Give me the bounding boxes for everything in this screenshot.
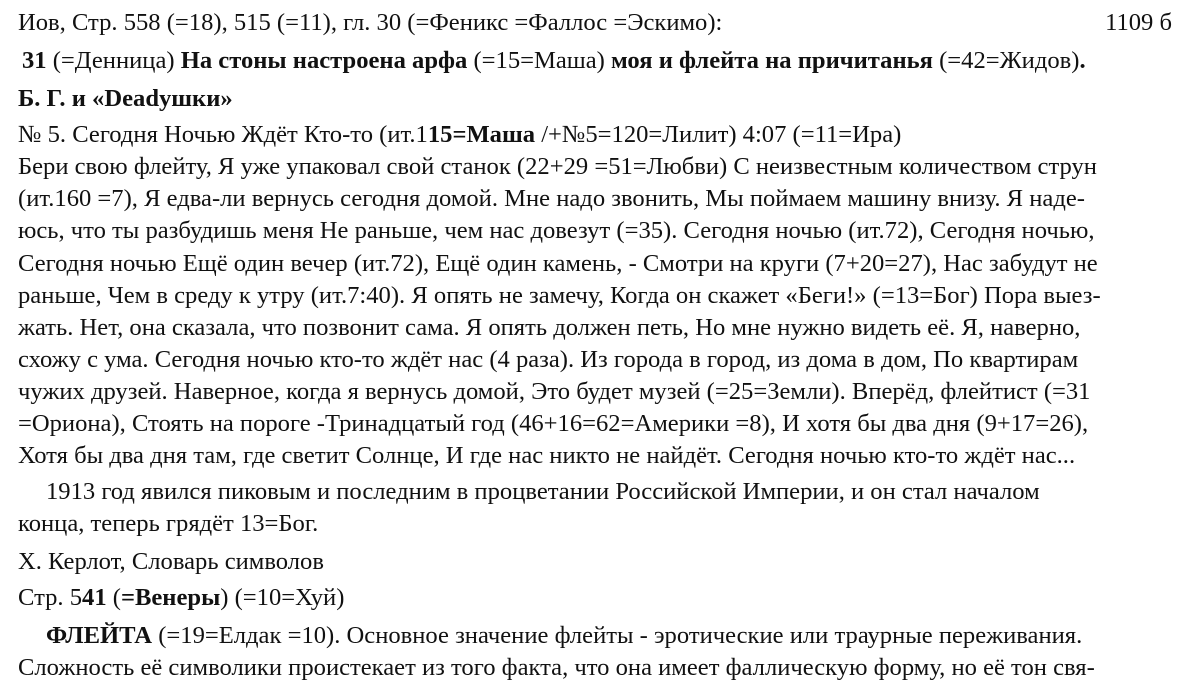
annotation-zhidov: (=42=Жидов) <box>932 47 1080 74</box>
lyrics-line: жать. Нет, она сказала, что позвонит сама. Я опять должен петь, Но мне нужно видеть её. Я, наверно, <box>18 314 1081 341</box>
flute-definition-text: (=19=Елдак =10). Основное значение флейты - эротические или траурные переживания. <box>152 622 1083 649</box>
verse-number: 31 <box>22 47 47 74</box>
quote-line-harp <box>22 46 1086 76</box>
source-page-prefix: Стр. 5 <box>18 584 83 611</box>
song-header <box>18 120 901 150</box>
source-page <box>18 583 344 613</box>
quote-period: . <box>1079 47 1086 74</box>
flute-line <box>46 621 1082 651</box>
song-meta: /+№5=120=Лилит) 4:07 (=11=Ира) <box>535 121 902 148</box>
quote-flute: моя и флейта на причитанья <box>610 47 933 74</box>
quote-harp: На стоны настроена арфа <box>180 47 468 74</box>
source-author: Х. Керлот, Словарь символов <box>18 548 324 575</box>
lyrics-line: Сегодня ночью Ещё один вечер (ит.72), Ещё один камень, - Смотри на круги (7+20=27), Нас забудут не <box>18 250 1098 277</box>
lyrics-line: схожу с ума. Сегодня ночью кто-то ждёт нас (4 раза). Из города в город, из дома в дом, По квартирам <box>18 346 1079 373</box>
source-page-paren: ( <box>106 584 121 611</box>
flute-line: Сложность её символики проистекает из того факта, что она имеет фаллическую форму, но её тон свя- <box>18 654 1095 681</box>
lyrics-line: Хотя бы два дня там, где светит Солнце, И где нас никто не найдёт. Сегодня ночью кто-то ждёт нас... <box>18 442 1076 469</box>
annotation-dennitsa: (=Денница) <box>46 47 181 74</box>
lyrics-line: Бери свою флейту, Я уже упаковал свой станок (22+29 =51=Любви) С неизвестным количеством струн <box>18 153 1097 180</box>
song-title: № 5. Сегодня Ночью Ждёт Кто-то (ит.1 <box>18 121 428 148</box>
page-number: 1109 б <box>1105 9 1172 36</box>
annotation-masha: (=15=Маша) <box>467 47 611 74</box>
reference-line-job: Иов, Стр. 558 (=18), 515 (=11), гл. 30 (=Феникс =Фаллос =Эскимо): <box>18 9 723 36</box>
section-heading: Б. Г. и «Deadушки» <box>18 85 233 112</box>
flute-term: ФЛЕЙТА <box>46 622 153 649</box>
paragraph-line: конца, теперь грядёт 13=Бог. <box>18 510 319 537</box>
lyrics-line: (ит.160 =7), Я едва-ли вернусь сегодня домой. Мне надо звонить, Мы поймаем машину внизу. Я наде- <box>18 185 1085 212</box>
paragraph-line: 1913 год явился пиковым и последним в процветании Российской Империи, и он стал началом <box>46 478 1040 505</box>
source-page-rest: ) (=10=Хуй) <box>220 584 345 611</box>
lyrics-line: =Ориона), Стоять на пороге -Тринадцатый год (46+16=62=Америки =8), И хотя бы два дня (9+17=26), <box>18 410 1089 437</box>
lyrics-line: юсь, что ты разбудишь меня Не раньше, чем нас довезут (=35). Сегодня ночью (ит.72), Сегодня ночью, <box>18 217 1095 244</box>
lyrics-line: чужих друзей. Наверное, когда я вернусь домой, Это будет музей (=25=Земли). Вперёд, флейтист (=31 <box>18 378 1091 405</box>
source-page-number-bold: 41 <box>82 584 107 611</box>
lyrics-line: раньше, Чем в среду к утру (ит.7:40). Я опять не замечу, Когда он скажет «Беги!» (=13=Бог) Пора выез- <box>18 282 1101 309</box>
song-number-bold: 15=Маша <box>427 121 536 148</box>
source-page-venus: =Венеры <box>120 584 221 611</box>
